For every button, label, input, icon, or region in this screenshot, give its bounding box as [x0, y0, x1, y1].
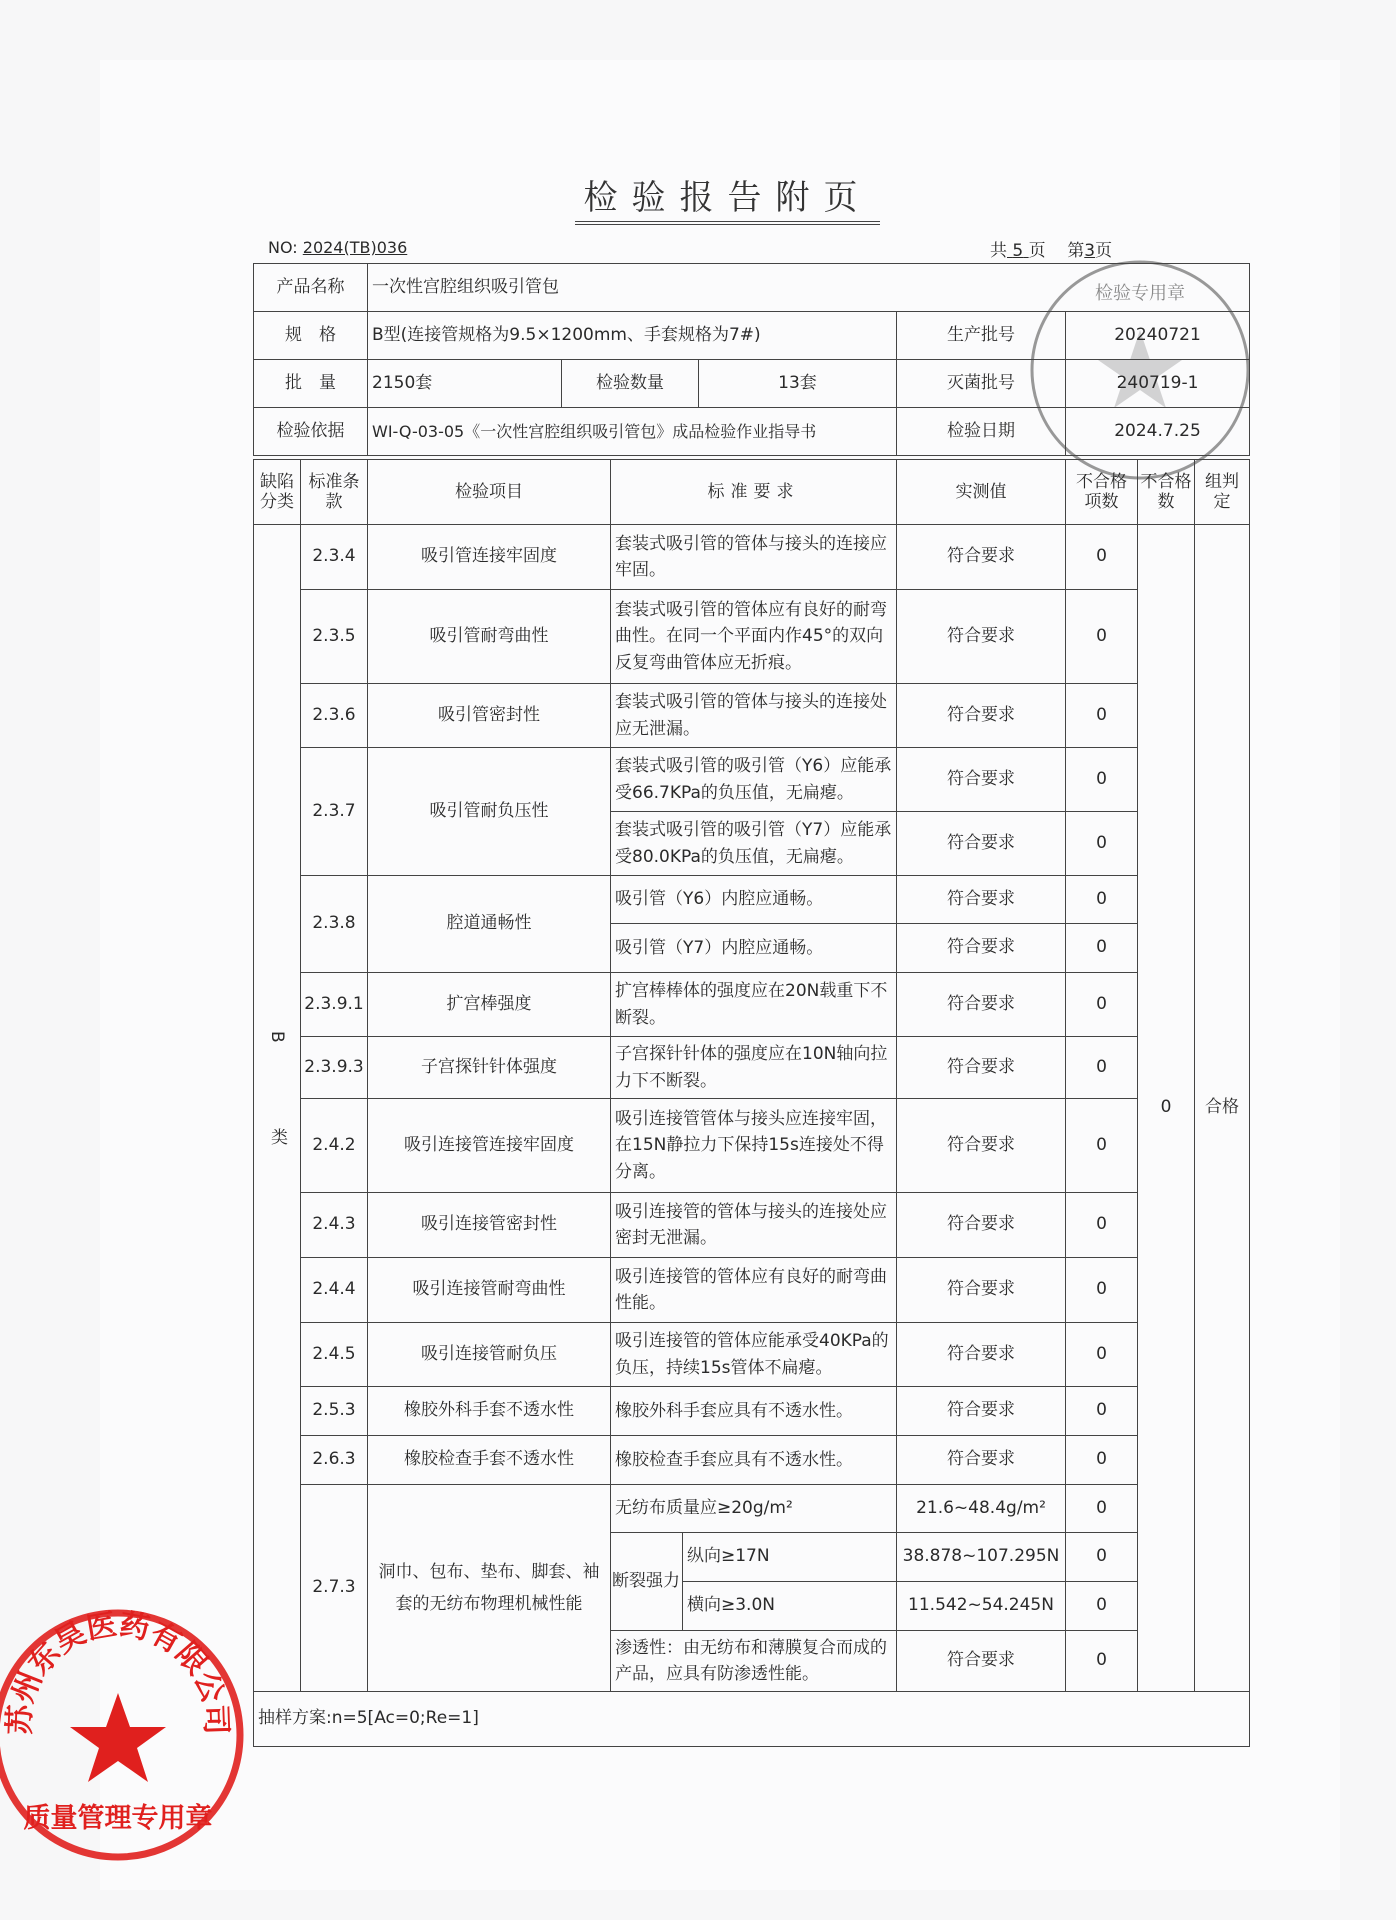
nonconforming-items: 0 [1066, 1323, 1138, 1387]
nonconforming-items: 0 [1066, 876, 1138, 924]
basis-value: WI-Q-03-05《一次性宫腔组织吸引管包》成品检验作业指导书 [368, 408, 897, 456]
column-header-measured-value: 实测值 [897, 460, 1066, 525]
requirement: 套装式吸引管的吸引管（Y7）应能承受80.0KPa的负压值，无扁瘪。 [611, 812, 897, 876]
measured-value: 11.542~54.245N [897, 1582, 1066, 1631]
inspection-row [254, 590, 1250, 684]
product-name-label: 产品名称 [254, 264, 368, 312]
nonconforming-items: 0 [1066, 748, 1138, 812]
requirement: 渗透性：由无纺布和薄膜复合而成的产品，应具有防渗透性能。 [611, 1631, 897, 1692]
column-header-defect-class: 缺陷分类 [254, 460, 301, 525]
requirement: 套装式吸引管的管体与接头的连接处应无泄漏。 [611, 684, 897, 748]
report-number [268, 238, 407, 257]
nonconforming-items: 0 [1066, 812, 1138, 876]
product-name: 一次性宫腔组织吸引管包 [368, 264, 1250, 312]
inspection-item: 吸引连接管耐弯曲性 [368, 1258, 611, 1323]
page-indicator [990, 236, 1112, 261]
inspection-item: 橡胶外科手套不透水性 [368, 1387, 611, 1436]
inspection-item: 洞巾、包布、垫布、脚套、袖套的无纺布物理机械性能 [368, 1485, 611, 1692]
batch-qty: 2150套 [368, 360, 562, 408]
clause-number: 2.3.9.3 [301, 1037, 368, 1099]
clause-number: 2.3.7 [301, 748, 368, 876]
inspection-item: 腔道通畅性 [368, 876, 611, 973]
basis-label: 检验依据 [254, 408, 368, 456]
quantity-row [254, 360, 1250, 408]
sampling-plan: 抽样方案:n=5[Ac=0;Re=1] [254, 1692, 1250, 1747]
report-number-label: NO: [268, 238, 298, 257]
column-header-item: 检验项目 [368, 460, 611, 525]
inspection-row [254, 748, 1250, 812]
measured-value: 符合要求 [897, 748, 1066, 812]
requirement: 套装式吸引管的管体应有良好的耐弯曲性。在同一个平面内作45°的双向反复弯曲管体应无折痕。 [611, 590, 897, 684]
clause-number: 2.3.6 [301, 684, 368, 748]
page-title: 检验报告附页 [575, 170, 880, 225]
spec-label: 规 格 [254, 312, 368, 360]
production-batch: 20240721 [1066, 312, 1250, 360]
group-judgement: 合格 [1195, 525, 1250, 1692]
current-suffix: 页 [1095, 241, 1113, 261]
inspect-date: 2024.7.25 [1066, 408, 1250, 456]
clause-number: 2.4.2 [301, 1099, 368, 1193]
inspection-row [254, 876, 1250, 924]
inspection-item: 吸引连接管耐负压 [368, 1323, 611, 1387]
measured-value: 符合要求 [897, 1436, 1066, 1485]
nonconforming-items: 0 [1066, 684, 1138, 748]
requirement: 子宫探针针体的强度应在10N轴向拉力下不断裂。 [611, 1037, 897, 1099]
clause-number: 2.3.8 [301, 876, 368, 973]
inspection-item: 吸引连接管连接牢固度 [368, 1099, 611, 1193]
production-batch-label: 生产批号 [897, 312, 1066, 360]
column-header-nonconforming-items: 不合格项数 [1066, 460, 1138, 525]
inspection-row [254, 1436, 1250, 1485]
column-header-group-judgement: 组判定 [1195, 460, 1250, 525]
measured-value: 符合要求 [897, 812, 1066, 876]
requirement: 套装式吸引管的管体与接头的连接应牢固。 [611, 525, 897, 590]
requirement: 扩宫棒棒体的强度应在20N载重下不断裂。 [611, 973, 897, 1037]
requirement: 纵向≥17N [683, 1533, 897, 1582]
breaking-strength-label: 断裂强力 [611, 1533, 683, 1631]
quality-management-seal [0, 1605, 248, 1865]
column-header-requirement: 标准要求 [611, 460, 897, 525]
inspection-row [254, 1099, 1250, 1193]
requirement: 橡胶检查手套应具有不透水性。 [611, 1436, 897, 1485]
measured-value: 符合要求 [897, 1193, 1066, 1258]
basis-row [254, 408, 1250, 456]
column-header-nonconforming-count: 不合格数 [1138, 460, 1195, 525]
nonconforming-items: 0 [1066, 1037, 1138, 1099]
total-prefix: 共 [990, 241, 1007, 261]
current-page: 3 [1084, 241, 1096, 261]
inspection-item: 吸引管耐负压性 [368, 748, 611, 876]
nonconforming-items: 0 [1066, 1193, 1138, 1258]
measured-value: 符合要求 [897, 590, 1066, 684]
nonconforming-items: 0 [1066, 525, 1138, 590]
inspect-qty: 13套 [699, 360, 897, 408]
inspection-row [254, 973, 1250, 1037]
sampling-plan-row [254, 1692, 1250, 1747]
measured-value: 38.878~107.295N [897, 1533, 1066, 1582]
red-seal-bottom-text: 质量管理专用章 [23, 1803, 213, 1834]
current-prefix: 第 [1067, 241, 1085, 261]
measured-value: 符合要求 [897, 1631, 1066, 1692]
inspection-row [254, 1193, 1250, 1258]
batch-qty-label: 批 量 [254, 360, 368, 408]
defect-class: B 类 [254, 525, 301, 1692]
nonconforming-items: 0 [1066, 1387, 1138, 1436]
nonconforming-items: 0 [1066, 1099, 1138, 1193]
clause-number: 2.3.4 [301, 525, 368, 590]
inspection-row [254, 1037, 1250, 1099]
measured-value: 21.6~48.4g/m² [897, 1485, 1066, 1533]
measured-value: 符合要求 [897, 876, 1066, 924]
inspection-item: 橡胶检查手套不透水性 [368, 1436, 611, 1485]
inspection-item: 吸引管连接牢固度 [368, 525, 611, 590]
steril-batch: 240719-1 [1066, 360, 1250, 408]
clause-number: 2.4.4 [301, 1258, 368, 1323]
measured-value: 符合要求 [897, 1099, 1066, 1193]
spec-row [254, 312, 1250, 360]
steril-batch-label: 灭菌批号 [897, 360, 1066, 408]
nonconforming-items: 0 [1066, 1533, 1138, 1582]
requirement: 无纺布质量应≥20g/m² [611, 1485, 897, 1533]
total-pages: 5 [1012, 241, 1024, 261]
requirement: 吸引管（Y7）内腔应通畅。 [611, 924, 897, 973]
total-suffix: 页 [1028, 241, 1046, 261]
nonconforming-items: 0 [1066, 973, 1138, 1037]
product-name-row [254, 264, 1250, 312]
nonconforming-items: 0 [1066, 1258, 1138, 1323]
requirement: 吸引连接管的管体应有良好的耐弯曲性能。 [611, 1258, 897, 1323]
nonconforming-items: 0 [1066, 590, 1138, 684]
measured-value: 符合要求 [897, 1037, 1066, 1099]
red-seal-arc-text: 苏州东昊医药有限公司 [2, 1607, 234, 1736]
gray-seal-text: 检验专用章 [1095, 283, 1185, 304]
inspect-qty-label: 检验数量 [562, 360, 699, 408]
inspection-item: 子宫探针针体强度 [368, 1037, 611, 1099]
measured-value: 符合要求 [897, 525, 1066, 590]
inspect-date-label: 检验日期 [897, 408, 1066, 456]
column-header-row [254, 460, 1250, 525]
requirement: 横向≥3.0N [683, 1582, 897, 1631]
clause-number: 2.7.3 [301, 1485, 368, 1692]
requirement: 吸引连接管的管体应能承受40KPa的负压，持续15s管体不扁瘪。 [611, 1323, 897, 1387]
requirement: 吸引连接管的管体与接头的连接处应密封无泄漏。 [611, 1193, 897, 1258]
measured-value: 符合要求 [897, 973, 1066, 1037]
nonconforming-count: 0 [1138, 525, 1195, 1692]
requirement: 套装式吸引管的吸引管（Y6）应能承受66.7KPa的负压值，无扁瘪。 [611, 748, 897, 812]
nonconforming-items: 0 [1066, 1631, 1138, 1692]
inspection-item: 吸引管密封性 [368, 684, 611, 748]
nonconforming-items: 0 [1066, 1485, 1138, 1533]
inspection-row [254, 1323, 1250, 1387]
measured-value: 符合要求 [897, 684, 1066, 748]
inspection-row [254, 1387, 1250, 1436]
requirement: 橡胶外科手套应具有不透水性。 [611, 1387, 897, 1436]
spec-value: B型(连接管规格为9.5×1200mm、手套规格为7#) [368, 312, 897, 360]
inspection-item: 吸引管耐弯曲性 [368, 590, 611, 684]
inspection-row [254, 684, 1250, 748]
report-number-value: 2024(TB)036 [302, 238, 408, 257]
inspection-item: 吸引连接管密封性 [368, 1193, 611, 1258]
clause-number: 2.3.5 [301, 590, 368, 684]
measured-value: 符合要求 [897, 924, 1066, 973]
clause-number: 2.4.5 [301, 1323, 368, 1387]
requirement: 吸引管（Y6）内腔应通畅。 [611, 876, 897, 924]
nonconforming-items: 0 [1066, 924, 1138, 973]
requirement: 吸引连接管管体与接头应连接牢固，在15N静拉力下保持15s连接处不得分离。 [611, 1099, 897, 1193]
inspection-row [254, 1258, 1250, 1323]
column-header-clause: 标准条款 [301, 460, 368, 525]
nonwoven-row-mass [254, 1485, 1250, 1533]
measured-value: 符合要求 [897, 1387, 1066, 1436]
clause-number: 2.5.3 [301, 1387, 368, 1436]
report-header-table [253, 263, 1250, 456]
nonconforming-items: 0 [1066, 1582, 1138, 1631]
clause-number: 2.6.3 [301, 1436, 368, 1485]
clause-number: 2.4.3 [301, 1193, 368, 1258]
inspection-row [254, 525, 1250, 590]
measured-value: 符合要求 [897, 1258, 1066, 1323]
inspection-item: 扩宫棒强度 [368, 973, 611, 1037]
nonconforming-items: 0 [1066, 1436, 1138, 1485]
inspection-table [253, 459, 1250, 1747]
measured-value: 符合要求 [897, 1323, 1066, 1387]
clause-number: 2.3.9.1 [301, 973, 368, 1037]
